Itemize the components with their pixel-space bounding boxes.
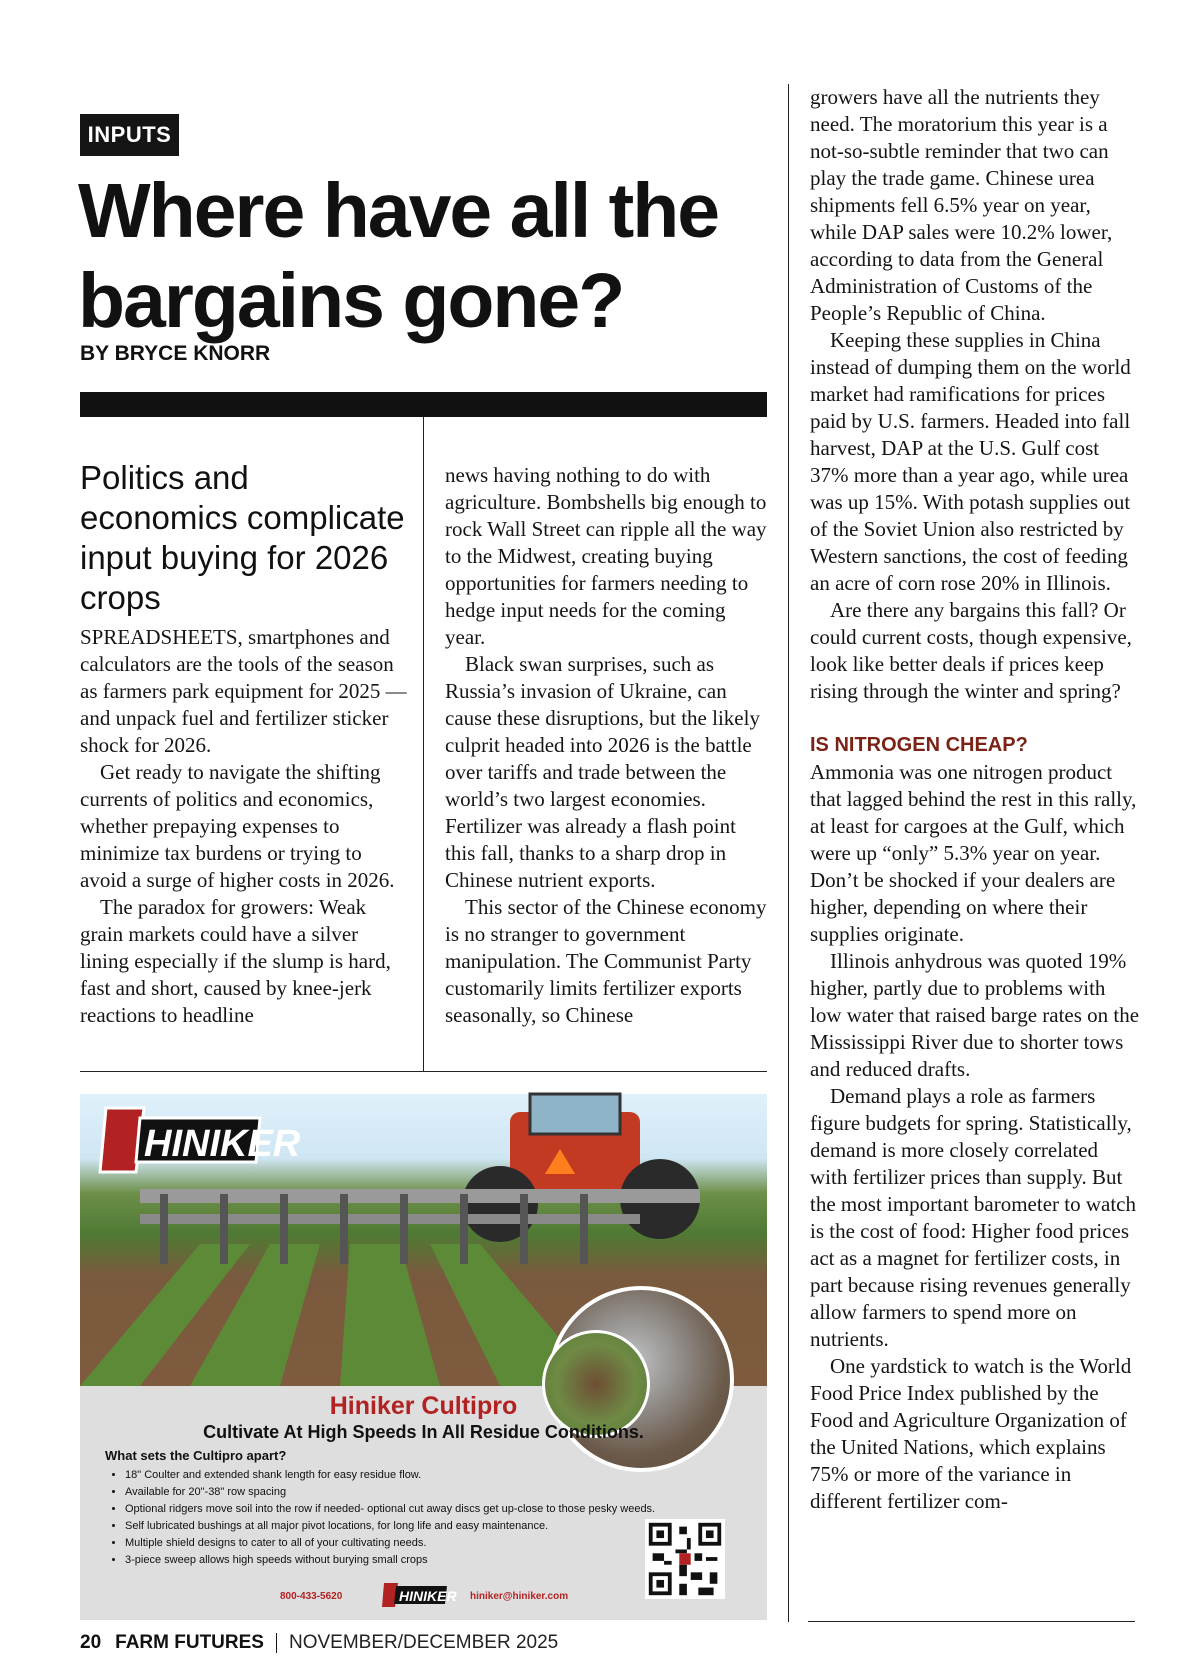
column-bottom-rule (808, 1621, 1135, 1622)
paragraph: One yardstick to watch is the World Food Price Index published by the Food and Agriculture Organization of the United Nations, which explains 75% or more of the variance in different fertilizer com- (810, 1354, 1132, 1513)
paragraph: Black swan surprises, such as Russia’s invasion of Ukraine, can cause these disruptions, but the likely culprit headed into 2026 is the battle over tariffs and trade between the world’s two largest economies. Fertilizer was already a flash point this fall, thanks to a sharp drop in Chinese nutrient exports. (445, 652, 760, 892)
paragraph: Illinois anhydrous was quoted 19% higher, partly due to problems with low water that raised barge rates on the Mississippi River due to shorter tows and reduced drafts. (810, 949, 1140, 1081)
paragraph: Keeping these supplies in China instead of dumping them on the world market had ramifications for prices paid by U.S. farmers. Headed into fall harvest, DAP at the U.S. Gulf cost 37% more than a year ago, while urea was up 15%. With potash supplies out of the Soviet Union also restricted by Western sanctions, the cost of feeding an acre of corn rose 20% in Illinois. (810, 328, 1131, 595)
paragraph: Get ready to navigate the shifting currents of politics and economics, whether prepaying expenses to minimize tax burdens or trying to avoid a surge of higher costs in 2026. (80, 760, 395, 892)
headline: Where have all the bargains gone? (78, 168, 719, 344)
paragraph: Are there any bargains this fall? Or could current costs, though expensive, look like better deals if prices keep rising through the winter and spring? (810, 598, 1132, 703)
ad-email[interactable]: hiniker@hiniker.com (470, 1591, 569, 1602)
article-column-2 (445, 462, 770, 1029)
hiniker-logo-small-text: HINIKER (399, 1588, 457, 1604)
headline-rule (80, 392, 767, 417)
hiniker-logo-text: HINIKER (144, 1123, 301, 1165)
paragraph: Demand plays a role as farmers figure budgets for spring. Statistically, demand is more closely correlated with fertilizer prices than supply. But the most important barometer to watch is the cost of food: Higher food prices act as a magnet for fertilizer costs, in part because rising revenues generally allow farmers to spend more on nutrients. (810, 1084, 1136, 1351)
paragraph: The paradox for growers: Weak grain markets could have a silver lining especially if the slump is hard, fast and short, caused by knee-jerk reactions to headline (80, 895, 391, 1027)
section-tag: INPUTS (80, 114, 179, 156)
magazine-name: FARM FUTURES (115, 1632, 264, 1653)
paragraph: Ammonia was one nitrogen product that lagged behind the rest in this rally, at least for cargoes at the Gulf, which were up “only” 5.3% year on year. Don’t be shocked if your dealers are higher, depending on where their supplies originate. (810, 760, 1137, 946)
advertisement[interactable] (80, 1094, 767, 1620)
ad-tagline: Cultivate At High Speeds In All Residue Conditions. (203, 1422, 644, 1442)
paragraph: news having nothing to do with agriculture. Bombshells big enough to rock Wall Street can ripple all the way to the Midwest, creating buying opportunities for farmers needing to hedge input needs for the coming year. (445, 463, 767, 649)
hiniker-logo-small (382, 1581, 457, 1609)
ad-photo (80, 1094, 767, 1386)
list-item: • Self lubricated bushings at all major pivot locations, for long life and easy maintenance. (125, 1518, 765, 1535)
column-divider (423, 417, 424, 1071)
page-number: 20 (80, 1632, 102, 1653)
list-item: • 3-piece sweep allows high speeds without burying small crops (125, 1552, 765, 1569)
deck: Politics and economics complicate input buying for 2026 crops (80, 459, 405, 616)
column-divider (788, 84, 789, 1622)
page-footer (80, 1632, 558, 1654)
ad-question: What sets the Cultipro apart? (105, 1448, 287, 1463)
paragraph: growers have all the nutrients they need. The moratorium this year is a not-so-subtle reminder that two can play the trade game. Chinese urea shipments fell 6.5% year on year, while DAP sales were 10.2% lower, according to data from the General Administration of Customs of the People’s Republic of China. (810, 85, 1113, 325)
paragraph: This sector of the Chinese economy is no stranger to government manipulation. The Communist Party customarily limits fertilizer exports seasonally, so Chinese (445, 895, 767, 1027)
list-item: • Multiple shield designs to cater to all of your cultivating needs. (125, 1535, 765, 1552)
list-item: • Available for 20"-38" row spacing (125, 1484, 765, 1501)
article-column-3 (810, 84, 1140, 1515)
article-column-1 (80, 624, 410, 1029)
subhead: IS NITROGEN CHEAP? (810, 734, 1028, 756)
issue-date: NOVEMBER/DECEMBER 2025 (288, 1632, 559, 1653)
qr-code-icon[interactable] (645, 1519, 725, 1599)
column-bottom-rule (80, 1071, 767, 1072)
ad-title: Hiniker Cultipro (329, 1392, 518, 1420)
footer-divider (276, 1633, 277, 1653)
byline: BY BRYCE KNORR (80, 342, 271, 365)
ad-phone[interactable]: 800-433-5620 (280, 1591, 343, 1602)
paragraph: SPREADSHEETS, smartphones and calculators are the tools of the season as farmers park equipment for 2025 — and unpack fuel and fertilizer sticker shock for 2026. (80, 625, 407, 757)
hiniker-logo (100, 1104, 301, 1176)
list-item: • 18" Coulter and extended shank length for easy residue flow. (125, 1467, 765, 1484)
list-item: • Optional ridgers move soil into the row if needed- optional cut away discs get up-close to those pesky weeds. (125, 1501, 765, 1518)
